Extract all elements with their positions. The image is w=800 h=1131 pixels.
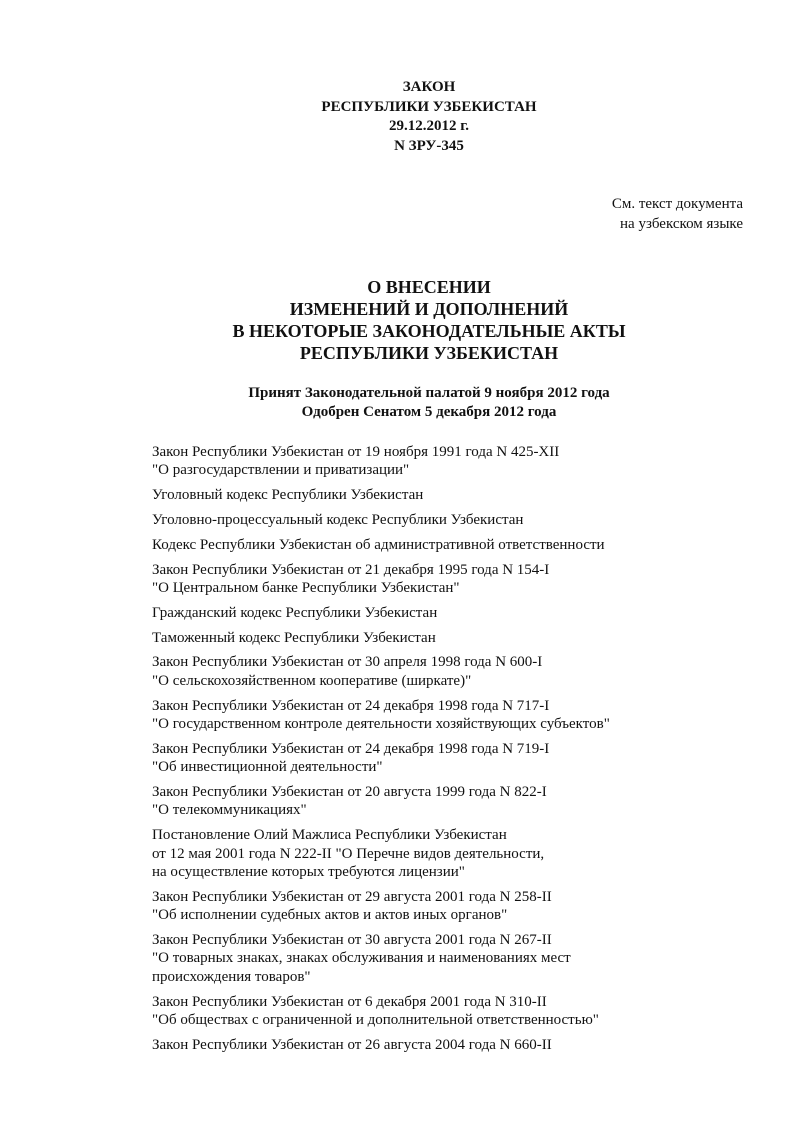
language-note-line-2: на узбекском языке: [620, 216, 743, 232]
act-item-line: "О Центральном банке Республики Узбекистан": [152, 580, 460, 596]
act-item: [152, 561, 752, 598]
act-item: [152, 536, 752, 554]
act-item-line: Закон Республики Узбекистан от 19 ноября 1991 года N 425-XII: [152, 444, 560, 460]
language-note: [612, 194, 743, 234]
adopted-line: Принят Законодательной палатой 9 ноября 2012 года: [248, 385, 610, 401]
act-item-line: Закон Республики Узбекистан от 26 августа 2004 года N 660-II: [152, 1036, 552, 1053]
act-item-line: Закон Республики Узбекистан от 29 августа 2001 года N 258-II: [152, 888, 552, 905]
act-item-line: "Об исполнении судебных актов и актов иных органов": [152, 907, 508, 924]
act-item: [152, 511, 752, 529]
act-item-line: "О разгосударствлении и приватизации": [152, 462, 410, 479]
act-item: [152, 697, 752, 734]
act-item-line: "О товарных знаках, знаках обслуживания и наименованиях мест: [152, 950, 571, 967]
act-item-line: Кодекс Республики Узбекистан об административной ответственности: [152, 536, 605, 553]
law-date: 29.12.2012 г.: [388, 118, 470, 134]
document-title: [0, 276, 800, 364]
title-line-1: О ВНЕСЕНИИ: [367, 277, 491, 297]
act-item: [152, 993, 752, 1030]
approved-line: Одобрен Сенатом 5 декабря 2012 года: [301, 404, 557, 420]
act-item: [152, 1036, 752, 1054]
act-item: [152, 443, 752, 480]
act-item-line: происхождения товаров": [152, 968, 311, 985]
act-item: [152, 604, 752, 622]
act-item-line: Закон Республики Узбекистан от 30 августа 2001 года N 267-II: [152, 932, 552, 949]
act-item: [152, 783, 752, 820]
act-item-line: Закон Республики Узбекистан от 6 декабря 2001 года N 310-II: [152, 993, 547, 1010]
act-item-line: Уголовно-процессуальный кодекс Республики Узбекистан: [152, 512, 524, 528]
act-item-line: на осуществление которых требуются лицензии": [152, 864, 465, 881]
law-type: ЗАКОН: [402, 79, 456, 95]
document-header: [0, 78, 800, 156]
act-item-line: "О телекоммуникациях": [152, 802, 307, 819]
title-line-4: РЕСПУБЛИКИ УЗБЕКИСТАН: [299, 343, 559, 363]
act-item-line: "О сельскохозяйственном кооперативе (ширкате)": [152, 672, 472, 689]
act-item: [152, 629, 752, 647]
act-item-line: Постановление Олий Мажлиса Республики Узбекистан: [152, 827, 507, 844]
act-item-line: Закон Республики Узбекистан от 20 августа 1999 года N 822-I: [152, 784, 547, 800]
law-number: N ЗРУ-345: [394, 137, 464, 154]
act-item: [152, 740, 752, 777]
act-item-line: Закон Республики Узбекистан от 30 апреля 1998 года N 600-I: [152, 654, 543, 671]
title-line-2: ИЗМЕНЕНИЙ И ДОПОЛНЕНИЙ: [289, 299, 569, 319]
act-item: [152, 888, 752, 925]
act-item: [152, 931, 752, 986]
act-item-line: Закон Республики Узбекистан от 24 декабря 1998 года N 719-I: [152, 740, 550, 757]
language-note-line-1: См. текст документа: [611, 196, 743, 212]
act-item-line: Гражданский кодекс Республики Узбекистан: [152, 604, 438, 621]
act-item-line: Закон Республики Узбекистан от 21 декабря 1995 года N 154-I: [152, 561, 550, 578]
act-item-line: от 12 мая 2001 года N 222-II "О Перечне видов деятельности,: [152, 845, 545, 862]
act-item: [152, 486, 752, 504]
act-item-line: Таможенный кодекс Республики Узбекистан: [152, 629, 436, 646]
amended-acts-list: [152, 443, 752, 1061]
act-item-line: "Об инвестиционной деятельности": [152, 759, 383, 776]
act-item-line: "Об обществах с ограниченной и дополнительной ответственностью": [152, 1012, 599, 1029]
act-item-line: Уголовный кодекс Республики Узбекистан: [152, 487, 424, 504]
title-line-3: В НЕКОТОРЫЕ ЗАКОНОДАТЕЛЬНЫЕ АКТЫ: [232, 321, 626, 341]
republic-name: РЕСПУБЛИКИ УЗБЕКИСТАН: [321, 98, 537, 115]
act-item-line: Закон Республики Узбекистан от 24 декабря 1998 года N 717-I: [152, 697, 550, 714]
act-item: [152, 653, 752, 690]
act-item: [152, 826, 752, 881]
act-item-line: "О государственном контроле деятельности хозяйствующих субъектов": [152, 716, 610, 732]
adoption-info: [0, 384, 800, 422]
